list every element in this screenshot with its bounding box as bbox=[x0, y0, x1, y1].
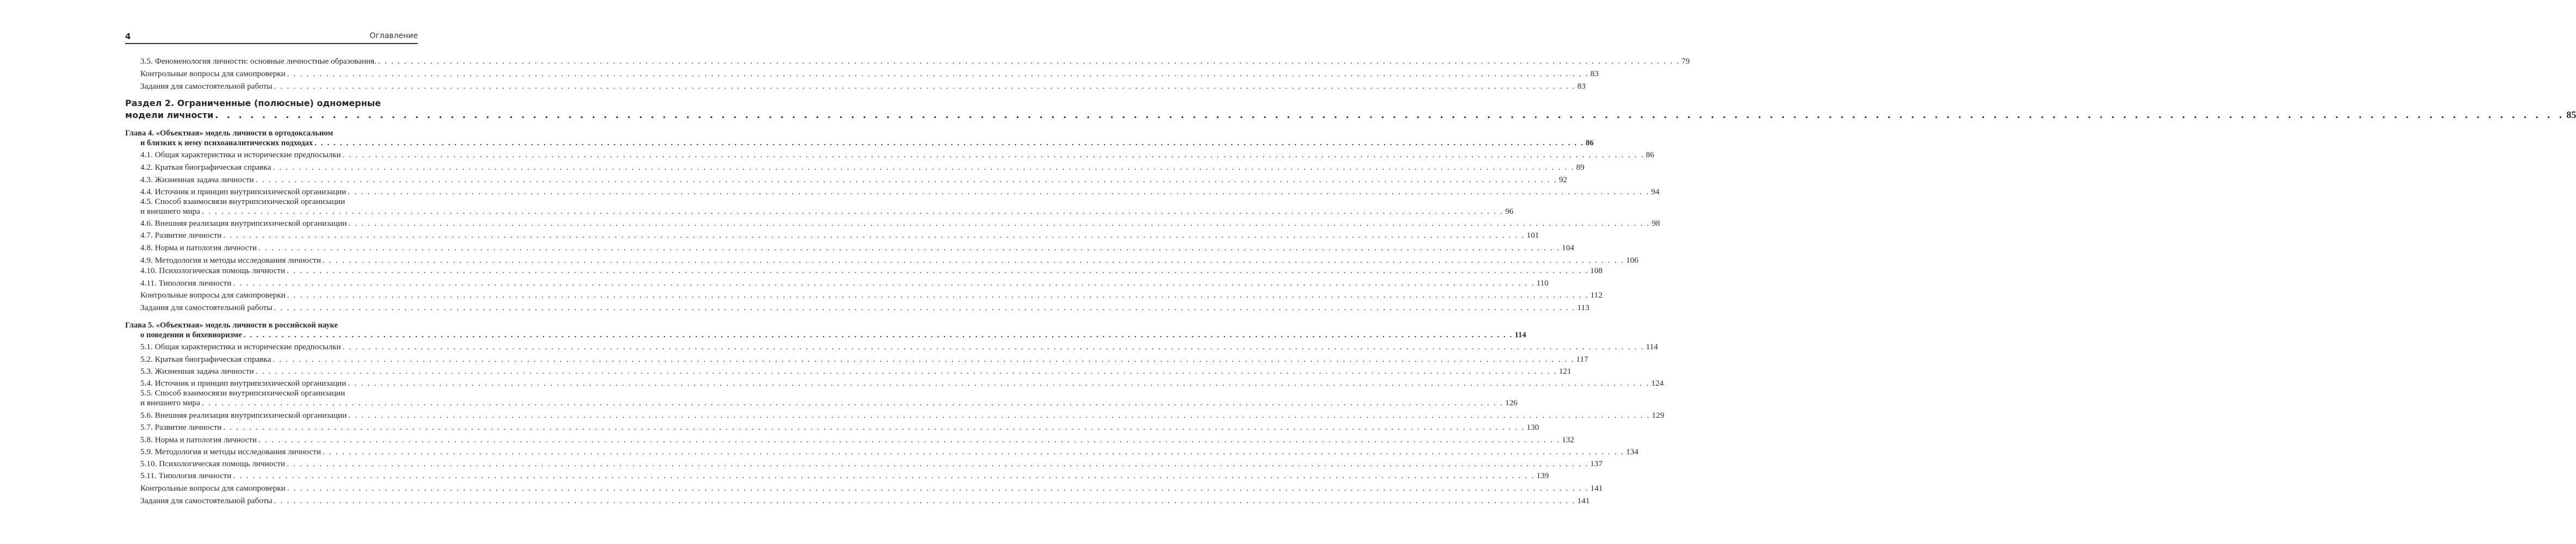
toc-entry-line1 bbox=[125, 320, 418, 330]
dot-leader: . . . . . . . . . . . . . . . . . . . . . . . . . . . . . . . . . . . . . . . . . . . . . . . . . . . . . . . . . . . . . . . . . . . . . . . . . . . . . . . . . . . . . . . . . . . . . . . . . . . . . . . . . . . . . . . . . . . . . . . . . . . . . . . . . . . . . . . . . . . . . . . . . . . . . . . . . . . . . . . . . . . . . . . . . . . . . . . . . . . . . . . . . . . . . . . . . . . . . . . . bbox=[258, 435, 1560, 444]
entry-page: 129 bbox=[1652, 411, 1664, 420]
entry-title: и внешнего мира bbox=[140, 398, 200, 407]
running-title: Оглавление bbox=[369, 32, 418, 40]
dot-leader: . . . . . . . . . . . . . . . . . . . . . . . . . . . . . . . . . . . . . . . . . . . . . . . . . . . . . . . . . . . . . . . . . . . . . . . . . . . . . . . . . . . . . . . . . . . . . . . . . . . . . . . . . . . . . . . . . . . . . . . . . . . . . . . . . . . . . . . . . . . . . . . . . . . . . . . . . . . . . . . . . . . . . . . . . . . . . . . . . . . . . . . . . . . . . . . . . . . . . . . . bbox=[274, 82, 1576, 91]
toc-entry[interactable] bbox=[140, 82, 1586, 91]
entry-page: 130 bbox=[1527, 423, 1539, 432]
entry-title: 5.4. Источник и принцип внутрипсихической организации bbox=[140, 379, 347, 388]
entry-page: 98 bbox=[1652, 219, 1660, 228]
dot-leader: . . . . . . . . . . . . . . . . . . . . . . . . . . . . . . . . . . . . . . . . . . . . . . . . . . . . . . . . . . . . . . . . . . . . . . . . . . . . . . . . . . . . . . . . . . . . . . . . . . . . . . . . . . . . . . . . . . . . . . . . . . . . . . . . . . . . . . . . . . . . . . . . . . . . . . . . . . . . . . . . . . . . . . . . . . . . . . . . . . . . . . . . . . . . . . . . . . . . . . . . bbox=[348, 411, 1651, 420]
entry-title: 5.9. Методология и методы исследования личности bbox=[140, 447, 321, 456]
entry-title: Раздел 2. Ограниченные (полюсные) одномерные bbox=[125, 98, 381, 108]
toc-entry[interactable] bbox=[140, 57, 1690, 66]
dot-leader: . . . . . . . . . . . . . . . . . . . . . . . . . . . . . . . . . . . . . . . . . . . . . . . . . . . . . . . . . . . . . . . . . . . . . . . . . . . . . . . . . . . . . . . . . . . . . . . . . . . . . . . . . . . . . . . . . . . . . . . . . . . . . . . . . . . . . . . . . . . . . . . . . . . . . . . . . . . . . . . . . . . . . . . . . . . . . . . . . . . . . . . . . . . . . . . . . . . . . . . . bbox=[342, 342, 1645, 351]
entry-title: 3.5. Феноменология личности: основные личностные образования. bbox=[140, 57, 376, 66]
entry-title: Контрольные вопросы для самопроверки bbox=[140, 484, 286, 493]
dot-leader: . . . . . . . . . . . . . . . . . . . . . . . . . . . . . . . . . . . . . . . . . . . . . . . . . . . . . . . . . . . . . . . . . . . . . . . . . . . . . . . . . . . . . . . . . . . . . . . . . . . . . . . . . . . . . . . . . . . . . . . . . . . . . . . . . . . . . . . . . . . . . . . . . . . . . . . . . . . . . . . . . . . . . . . . . . . . . . . . . . . . . . . . . . . . . . . . . . . . . . . . bbox=[255, 175, 1558, 184]
dot-leader: . . . . . . . . . . . . . . . . . . . . . . . . . . . . . . . . . . . . . . . . . . . . . . . . . . . . . . . . . . . . . . . . . . . . . . . . . . . . . . . . . . . . . . . . . . . . . . . . . . . . . . . . . . . . . . . . . . . . . . . . . . . . . . . . . . . . . . . . . . . . . . . . . . . . . . . . . . . . . . . . . . . . . . . . . . . . . . . . . . . . . . . . . . . . . . . . . . . . . . . . bbox=[255, 367, 1558, 376]
dot-leader: . . . . . . . . . . . . . . . . . . . . . . . . . . . . . . . . . . . . . . . . . . . . . . . . . . . . . . . . . . . . . . . . . . . . . . . . . . . . . . . . . . . . . . . . . . . . . . . . . . . . . . . . . . . . . . . . . . . . . . . . . . . . . . . . . . . . . . . . . . . . . . . . . . . . . . . . . . . . . . . . . . . . . . . . . . . . . . . . . . . . . . . . . . . . . . . . . . . . . . . . bbox=[323, 447, 1624, 456]
entry-page: 79 bbox=[1681, 57, 1690, 66]
entry-page: 121 bbox=[1559, 367, 1572, 376]
entry-title: 4.2. Краткая биографическая справка bbox=[140, 163, 271, 172]
toc-entry[interactable] bbox=[140, 379, 1664, 388]
entry-page: 114 bbox=[1646, 342, 1658, 351]
toc-entry[interactable] bbox=[125, 109, 2576, 121]
entry-page: 112 bbox=[1590, 290, 1603, 300]
dot-leader: . . . . . . . . . . . . . . . . . . . . . . . . . . . . . . . . . . . . . . . . . . . . . . . . . . . . . . . . . . . . . . . . . . . . . . . . . . . . . . . . . . . . . . . . . . . . . . . . . . . . . . . . . . . . . . . . . . . . . . . . . . . . . . . . . . . . . . . . . . . . . . . . . . . . . . . . . . . . . . . . . . . . . . . . . . . . . . . . . . . . . . . . . . . . . . . . . . . . . . . . bbox=[314, 139, 1584, 147]
entry-page: 132 bbox=[1561, 435, 1574, 444]
entry-title: 4.6. Внешняя реализация внутрипсихической организации bbox=[140, 219, 347, 228]
entry-page: 94 bbox=[1651, 187, 1660, 196]
page-number: 4 bbox=[125, 32, 131, 41]
entry-page: 92 bbox=[1559, 175, 1567, 184]
toc-entry-line1 bbox=[125, 128, 418, 138]
dot-leader: . . . . . . . . . . . . . . . . . . . . . . . . . . . . . . . . . . . . . . . . . . . . . . . . . . . . . . . . . . . . . . . . . . . . . . . . . . . . . . . . . . . . . . . . . . . . . . . . . . . . . . . . . . . . . . . . . . . . . . . . . . . . . . . . . . . . . . . . . . . . . . . . . . . . . . . . . . . . . . . . . . . . . . . . . . . . . . . . . . . . . . . . . . . . . . . . . . . . . . . . bbox=[274, 496, 1576, 505]
toc-entry[interactable] bbox=[140, 303, 1590, 313]
entry-page: 126 bbox=[1505, 398, 1518, 407]
entry-page: 89 bbox=[1576, 163, 1585, 172]
entry-page: 106 bbox=[1626, 256, 1639, 265]
dot-leader: . . . . . . . . . . . . . . . . . . . . . . . . . . . . . . . . . . . . . . . . . . . . . . . . . . . . . . . . . . . . . . . . . . . . . . . . . . . . . . . . . . . . . . . . . . . . . . . . . . . . . . . . . . . . . . . . . . . . . . . . . . . . . . . . . . . . . . . . . . . . . . . . . . . . . . . . . . . . . . . . . . . . . . . . . . . . . . . . . . . . . . . . . . . . . . . . . . . . . . . . bbox=[274, 303, 1576, 312]
entry-title: 5.11. Типология личности bbox=[140, 471, 232, 480]
entry-title: Контрольные вопросы для самопроверки bbox=[140, 290, 286, 300]
entry-page: 101 bbox=[1527, 231, 1539, 240]
toc-entry[interactable] bbox=[140, 459, 1603, 469]
dot-leader: . . . . . . . . . . . . . . . . . . . . . . . . . . . . . . . . . . . . . . . . . . . . . . . . . . . . . . . . . . . . . . . . . . . . . . . . . . . . . . . . . . . . . . . . . . . . . . . . . . . . . . . . . . . . . . . . . . . . . . . . . . . . . . . . . . . . . . . . . . . . . . . . . . . . . . . . . . . . . . . . . . . . . . . . . . . . . . . . . . . . . . . . . . . . . . . . . . . . . . . . bbox=[201, 207, 1504, 216]
entry-page: 86 bbox=[1646, 150, 1654, 159]
entry-title: 4.10. Психологическая помощь личности bbox=[140, 266, 286, 275]
toc-entry[interactable] bbox=[140, 279, 1549, 288]
toc-entry[interactable] bbox=[140, 187, 1660, 197]
toc-entry[interactable] bbox=[140, 435, 1574, 445]
entry-title: 4.4. Источник и принцип внутрипсихической организации bbox=[140, 187, 347, 196]
entry-title: Контрольные вопросы для самопроверки bbox=[140, 69, 286, 78]
entry-page: 85 bbox=[2566, 109, 2576, 120]
toc-entry-line1 bbox=[140, 197, 418, 207]
entry-title: 5.1. Общая характеристика и исторические предпосылки bbox=[140, 342, 341, 351]
toc-entry[interactable] bbox=[140, 243, 1574, 253]
entry-page: 134 bbox=[1626, 447, 1639, 456]
toc-entry[interactable] bbox=[140, 219, 1660, 228]
entry-title: 4.8. Норма и патология личности bbox=[140, 243, 257, 252]
dot-leader: . . . . . . . . . . . . . . . . . . . . . . . . . . . . . . . . . . . . . . . . . . . . . . . . . . . . . . . . . . . . . . . . . . . . . . . . . . . . . . . . . . . . . . . . . . . . . . . . . . . . . . . . . . . . . . . . . . . . . . . . . . . . . . . . . . . . . . . . . . . . . . . . . . . . . . . . . . . . . . . . . . . . . . . . . . . . . . . . . . . . . . . . . . . . . . . . . . . . . . . . bbox=[233, 279, 1535, 288]
entry-title: 5.5. Способ взаимосвязи внутрипсихической организации bbox=[140, 388, 345, 398]
dot-leader: . . . . . . . . . . . . . . . . . . . . . . . . . . . . . . . . . . . . . . . . . . . . . . . . . . . . . . . . . . . . . . . . . . . . . . . . . . . . . . . . . . . . . . . . . . . . . . . . . . . . . . . . . . . . . . . . . . . . . . . . . . . . . . . . . . . . . . . . . . . . . . . . . . . . . . . . . . . . . . . . . . . . . . . . . . . . . . . . . . . . . . . . . . . . . . . . . . . . . . . . bbox=[273, 163, 1575, 172]
entry-title: 4.1. Общая характеристика и исторические предпосылки bbox=[140, 150, 341, 159]
entry-title: о поведении и бихевиоризме bbox=[140, 331, 242, 339]
header-rule bbox=[125, 43, 418, 44]
entry-page: 117 bbox=[1576, 355, 1589, 364]
entry-page: 104 bbox=[1561, 243, 1574, 252]
toc-entry[interactable] bbox=[140, 496, 1590, 506]
dot-leader: . . . . . . . . . . . . . . . . . . . . . . . . . . . . . . . . . . . . . . . . . . . . . . . . . . . . . . . . . . . . . . . . . . . . . . . . . . . . . . . . . . . . . . . . . . . . . . . . . . . . . . . . . . . . . . . . . . . . . . . . . . . . . . . . . . . . . . . . . . . . . . . . . . . . . . . . . . . . . . . . . . . . . . . . . . . . . . . . . . . . . . . . . . . . . . . . . . . . . . . . bbox=[287, 266, 1589, 275]
toc-entry[interactable] bbox=[140, 207, 1514, 217]
dot-leader: . . . . . . . . . . . . . . . . . . . . . . . . . . . . . . . . . . . . . . . . . . . . . . . . . . . . . . . . . . . . . . . . . . . . . . . . . . . . . . . . . . . . . . . . . . . . . . . . . . . . . . . . . . . . . . . . . . . . . . . . . . . . . . . . . . . . . . . . . . . . . . . . . . . . . . . . . . . . . . . . . . . . . . . . . . . . . . . . . . . . . . . . . . . . . . . . . . . . . . . . bbox=[378, 57, 1680, 66]
dot-leader: . . . . . . . . . . . . . . . . . . . . . . . . . . . . . . . . . . . . . . . . . . . . . . . . . . . . . . . . . . . . . . . . . . . . . . . . . . . . . . . . . . . . . . . . . . . . . . . . . . . . . . . . . . . . . . . . . . . . . . . . . . . . . . . . . . . . . . . . . . . . . . . . . . . . . . . . . . . . . . . . . . . . . . . . . . . . . . . . . . . . . . . . . . . . . . . . . . . . . . . . bbox=[215, 110, 2565, 120]
entry-page: 114 bbox=[1515, 331, 1527, 339]
toc-entry[interactable] bbox=[140, 150, 1654, 160]
toc-entry[interactable] bbox=[140, 163, 1585, 172]
toc-entry[interactable] bbox=[140, 290, 1603, 300]
entry-page: 113 bbox=[1577, 303, 1590, 312]
dot-leader: . . . . . . . . . . . . . . . . . . . . . . . . . . . . . . . . . . . . . . . . . . . . . . . . . . . . . . . . . . . . . . . . . . . . . . . . . . . . . . . . . . . . . . . . . . . . . . . . . . . . . . . . . . . . . . . . . . . . . . . . . . . . . . . . . . . . . . . . . . . . . . . . . . . . . . . . . . . . . . . . . . . . . . . . . . . . . . . . . . . . . . . . . . . . . . . . . . . . . . . . bbox=[287, 484, 1589, 493]
entry-page: 83 bbox=[1590, 69, 1599, 78]
toc-entry-line1 bbox=[125, 98, 418, 109]
toc-entry[interactable] bbox=[140, 484, 1603, 493]
toc-entry[interactable] bbox=[140, 367, 1572, 376]
dot-leader: . . . . . . . . . . . . . . . . . . . . . . . . . . . . . . . . . . . . . . . . . . . . . . . . . . . . . . . . . . . . . . . . . . . . . . . . . . . . . . . . . . . . . . . . . . . . . . . . . . . . . . . . . . . . . . . . . . . . . . . . . . . . . . . . . . . . . . . . . . . . . . . . . . . . . . . . . . . . . . . . . . . . . . . . . . . . . . . . . . . . . . . . . . . . . . . . . . . . . . . . bbox=[223, 423, 1525, 432]
entry-title: модели личности bbox=[125, 110, 214, 120]
entry-title: Задания для самостоятельной работы bbox=[140, 82, 273, 91]
entry-title: 4.11. Типология личности bbox=[140, 279, 232, 288]
entry-title: 4.3. Жизненная задача личности bbox=[140, 175, 254, 184]
dot-leader: . . . . . . . . . . . . . . . . . . . . . . . . . . . . . . . . . . . . . . . . . . . . . . . . . . . . . . . . . . . . . . . . . . . . . . . . . . . . . . . . . . . . . . . . . . . . . . . . . . . . . . . . . . . . . . . . . . . . . . . . . . . . . . . . . . . . . . . . . . . . . . . . . . . . . . . . . . . . . . . . . . . . . . . . . . . . . . . . . . . . . . . . . . . . . . . . . . . . . . . . bbox=[342, 150, 1645, 159]
dot-leader: . . . . . . . . . . . . . . . . . . . . . . . . . . . . . . . . . . . . . . . . . . . . . . . . . . . . . . . . . . . . . . . . . . . . . . . . . . . . . . . . . . . . . . . . . . . . . . . . . . . . . . . . . . . . . . . . . . . . . . . . . . . . . . . . . . . . . . . . . . . . . . . . . . . . . . . . . . . . . . . . . . . . . . . . . . . . . . . . . . . . . . . . . . . . . . . . . . . . . . . . bbox=[287, 290, 1589, 300]
toc-entry[interactable] bbox=[140, 256, 1639, 265]
entry-title: 4.7. Развитие личности bbox=[140, 231, 222, 240]
entry-page: 86 bbox=[1585, 139, 1594, 147]
dot-leader: . . . . . . . . . . . . . . . . . . . . . . . . . . . . . . . . . . . . . . . . . . . . . . . . . . . . . . . . . . . . . . . . . . . . . . . . . . . . . . . . . . . . . . . . . . . . . . . . . . . . . . . . . . . . . . . . . . . . . . . . . . . . . . . . . . . . . . . . . . . . . . . . . . . . . . . . . . . . . . . . . . . . . . . . . . . . . . . . . . . . . . . . . . . . . . . . . . . . . . . . bbox=[243, 331, 1514, 339]
toc-entry[interactable] bbox=[140, 342, 1658, 352]
dot-leader: . . . . . . . . . . . . . . . . . . . . . . . . . . . . . . . . . . . . . . . . . . . . . . . . . . . . . . . . . . . . . . . . . . . . . . . . . . . . . . . . . . . . . . . . . . . . . . . . . . . . . . . . . . . . . . . . . . . . . . . . . . . . . . . . . . . . . . . . . . . . . . . . . . . . . . . . . . . . . . . . . . . . . . . . . . . . . . . . . . . . . . . . . . . . . . . . . . . . . . . . bbox=[223, 231, 1525, 240]
entry-title: 5.6. Внешняя реализация внутрипсихической организации bbox=[140, 411, 347, 420]
toc-entry-line1 bbox=[140, 388, 418, 398]
dot-leader: . . . . . . . . . . . . . . . . . . . . . . . . . . . . . . . . . . . . . . . . . . . . . . . . . . . . . . . . . . . . . . . . . . . . . . . . . . . . . . . . . . . . . . . . . . . . . . . . . . . . . . . . . . . . . . . . . . . . . . . . . . . . . . . . . . . . . . . . . . . . . . . . . . . . . . . . . . . . . . . . . . . . . . . . . . . . . . . . . . . . . . . . . . . . . . . . . . . . . . . . bbox=[233, 471, 1535, 480]
toc-entry[interactable] bbox=[140, 423, 1539, 432]
toc-entry[interactable] bbox=[140, 471, 1549, 481]
entry-title: и близких к нему психоаналитических подходах bbox=[140, 139, 313, 147]
entry-page: 141 bbox=[1590, 484, 1603, 493]
entry-title: 4.5. Способ взаимосвязи внутрипсихической организации bbox=[140, 197, 345, 206]
entry-page: 96 bbox=[1505, 207, 1514, 216]
dot-leader: . . . . . . . . . . . . . . . . . . . . . . . . . . . . . . . . . . . . . . . . . . . . . . . . . . . . . . . . . . . . . . . . . . . . . . . . . . . . . . . . . . . . . . . . . . . . . . . . . . . . . . . . . . . . . . . . . . . . . . . . . . . . . . . . . . . . . . . . . . . . . . . . . . . . . . . . . . . . . . . . . . . . . . . . . . . . . . . . . . . . . . . . . . . . . . . . . . . . . . . . bbox=[258, 243, 1560, 252]
entry-page: 141 bbox=[1577, 496, 1590, 505]
toc-entry[interactable] bbox=[140, 398, 1518, 408]
toc-entry[interactable] bbox=[140, 138, 1594, 148]
entry-title: 5.2. Краткая биографическая справка bbox=[140, 355, 271, 364]
toc-entry[interactable] bbox=[140, 411, 1664, 421]
toc-entry[interactable] bbox=[140, 330, 1527, 340]
entry-page: 137 bbox=[1590, 459, 1603, 468]
entry-title: 4.9. Методология и методы исследования личности bbox=[140, 256, 321, 265]
dot-leader: . . . . . . . . . . . . . . . . . . . . . . . . . . . . . . . . . . . . . . . . . . . . . . . . . . . . . . . . . . . . . . . . . . . . . . . . . . . . . . . . . . . . . . . . . . . . . . . . . . . . . . . . . . . . . . . . . . . . . . . . . . . . . . . . . . . . . . . . . . . . . . . . . . . . . . . . . . . . . . . . . . . . . . . . . . . . . . . . . . . . . . . . . . . . . . . . . . . . . . . . bbox=[348, 219, 1651, 228]
entry-page: 108 bbox=[1590, 266, 1603, 275]
entry-title: Задания для самостоятельной работы bbox=[140, 303, 273, 312]
entry-title: 5.7. Развитие личности bbox=[140, 423, 222, 432]
entry-title: Глава 5. «Объектная» модель личности в российской науке bbox=[125, 321, 338, 330]
entry-page: 124 bbox=[1651, 379, 1664, 388]
entry-title: 5.8. Норма и патология личности bbox=[140, 435, 257, 444]
dot-leader: . . . . . . . . . . . . . . . . . . . . . . . . . . . . . . . . . . . . . . . . . . . . . . . . . . . . . . . . . . . . . . . . . . . . . . . . . . . . . . . . . . . . . . . . . . . . . . . . . . . . . . . . . . . . . . . . . . . . . . . . . . . . . . . . . . . . . . . . . . . . . . . . . . . . . . . . . . . . . . . . . . . . . . . . . . . . . . . . . . . . . . . . . . . . . . . . . . . . . . . . bbox=[348, 379, 1650, 388]
entry-page: 110 bbox=[1536, 279, 1549, 288]
entry-title: 5.10. Психологическая помощь личности bbox=[140, 459, 286, 468]
dot-leader: . . . . . . . . . . . . . . . . . . . . . . . . . . . . . . . . . . . . . . . . . . . . . . . . . . . . . . . . . . . . . . . . . . . . . . . . . . . . . . . . . . . . . . . . . . . . . . . . . . . . . . . . . . . . . . . . . . . . . . . . . . . . . . . . . . . . . . . . . . . . . . . . . . . . . . . . . . . . . . . . . . . . . . . . . . . . . . . . . . . . . . . . . . . . . . . . . . . . . . . . bbox=[287, 459, 1589, 468]
entry-title: 5.3. Жизненная задача личности bbox=[140, 367, 254, 376]
toc-entry[interactable] bbox=[140, 266, 1603, 276]
entry-title: Задания для самостоятельной работы bbox=[140, 496, 273, 505]
toc-entry[interactable] bbox=[140, 69, 1599, 79]
toc-entry[interactable] bbox=[140, 231, 1539, 240]
toc-entry[interactable] bbox=[140, 355, 1589, 364]
toc-entry[interactable] bbox=[140, 175, 1567, 185]
dot-leader: . . . . . . . . . . . . . . . . . . . . . . . . . . . . . . . . . . . . . . . . . . . . . . . . . . . . . . . . . . . . . . . . . . . . . . . . . . . . . . . . . . . . . . . . . . . . . . . . . . . . . . . . . . . . . . . . . . . . . . . . . . . . . . . . . . . . . . . . . . . . . . . . . . . . . . . . . . . . . . . . . . . . . . . . . . . . . . . . . . . . . . . . . . . . . . . . . . . . . . . . bbox=[348, 187, 1650, 196]
dot-leader: . . . . . . . . . . . . . . . . . . . . . . . . . . . . . . . . . . . . . . . . . . . . . . . . . . . . . . . . . . . . . . . . . . . . . . . . . . . . . . . . . . . . . . . . . . . . . . . . . . . . . . . . . . . . . . . . . . . . . . . . . . . . . . . . . . . . . . . . . . . . . . . . . . . . . . . . . . . . . . . . . . . . . . . . . . . . . . . . . . . . . . . . . . . . . . . . . . . . . . . . bbox=[287, 69, 1589, 78]
entry-page: 139 bbox=[1536, 471, 1549, 480]
entry-title: и внешнего мира bbox=[140, 207, 200, 216]
dot-leader: . . . . . . . . . . . . . . . . . . . . . . . . . . . . . . . . . . . . . . . . . . . . . . . . . . . . . . . . . . . . . . . . . . . . . . . . . . . . . . . . . . . . . . . . . . . . . . . . . . . . . . . . . . . . . . . . . . . . . . . . . . . . . . . . . . . . . . . . . . . . . . . . . . . . . . . . . . . . . . . . . . . . . . . . . . . . . . . . . . . . . . . . . . . . . . . . . . . . . . . . bbox=[273, 355, 1575, 364]
toc-entry[interactable] bbox=[140, 447, 1639, 457]
entry-title: Глава 4. «Объектная» модель личности в ортодоксальном bbox=[125, 129, 333, 138]
dot-leader: . . . . . . . . . . . . . . . . . . . . . . . . . . . . . . . . . . . . . . . . . . . . . . . . . . . . . . . . . . . . . . . . . . . . . . . . . . . . . . . . . . . . . . . . . . . . . . . . . . . . . . . . . . . . . . . . . . . . . . . . . . . . . . . . . . . . . . . . . . . . . . . . . . . . . . . . . . . . . . . . . . . . . . . . . . . . . . . . . . . . . . . . . . . . . . . . . . . . . . . . bbox=[201, 398, 1504, 407]
dot-leader: . . . . . . . . . . . . . . . . . . . . . . . . . . . . . . . . . . . . . . . . . . . . . . . . . . . . . . . . . . . . . . . . . . . . . . . . . . . . . . . . . . . . . . . . . . . . . . . . . . . . . . . . . . . . . . . . . . . . . . . . . . . . . . . . . . . . . . . . . . . . . . . . . . . . . . . . . . . . . . . . . . . . . . . . . . . . . . . . . . . . . . . . . . . . . . . . . . . . . . . . bbox=[323, 256, 1624, 265]
entry-page: 83 bbox=[1577, 82, 1586, 91]
